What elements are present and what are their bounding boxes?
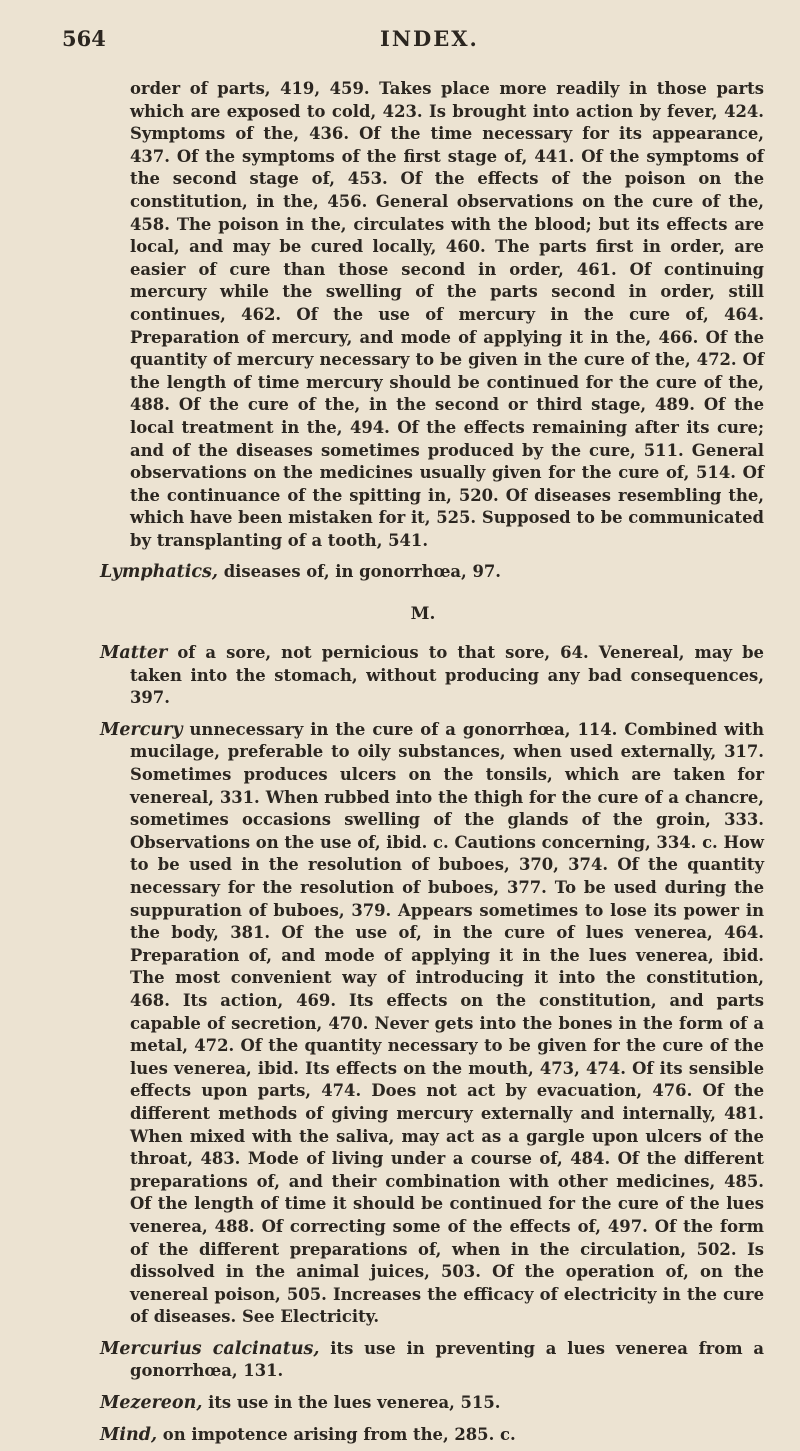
page-number: 564 [62,26,106,51]
entry-headword: Mezereon, [100,1393,203,1414]
index-entry [62,719,764,1329]
running-head: INDEX. [380,26,479,51]
index-entry [62,642,764,710]
index-entry [62,1338,764,1383]
entry-text: diseases of, in gonorrhœa, 97. [218,562,501,582]
entry-headword: Mind, [100,1424,158,1445]
entry-text: unnecessary in the cure of a gonorrhœa, 114. Combined with mucilage, preferable to oily substances, when used externally, 317. Sometimes produces ulcers on the tonsils, which are taken for venereal, 331. When rubbed into the thigh for the cure of a chancre, sometimes occasions swelling of the glands of the groin, 333. Observations on the use of, ibid. c. Cautions concerning, 334. c. How to be used in the resolution of buboes, 370, 374. Of the quantity necessary for the resolution of buboes, 377. To be used during the suppuration of buboes, 379. Appears sometimes to lose its power in the body, 381. Of the use of, in the cure of lues venerea, 464. Preparation of, and mode of applying it in the lues venerea, ibid. The most convenient way of introducing it into the constitution, 468. Its action, 469. Its effects on the constitution, and parts capable of secretion, 470. Never gets into the bones in the form of a metal, 472. Of the quantity necessary to be given for the cure of the lues venerea, ibid. Its effects on the mouth, 473, 474. Of its sensible effects upon parts, 474. Does not act by evacuation, 476. Of the different methods of giving mercury externally and internally, 481. When mixed with the saliva, may act as a gargle upon ulcers of the throat, 483. Mode of living under a course of, 484. Of the different preparations of, and their combination with other medicines, 485. Of the length of time it should be continued for the cure of the lues venerea, 488. Of correcting some of the effects of, 497. Of the form of the different preparations of, when in the circulation, 502. Is dissolved in the animal juices, 503. Of the operation of, on the venereal poison, 505. Increases the efficacy of electricity in the cure of diseases. See Electricity. [130,719,764,1327]
index-entry [62,1424,764,1447]
entry-headword: Mercurius calcinatus, [100,1338,320,1359]
entry-headword: Matter [100,643,168,664]
index-entry [62,561,764,584]
page-header [62,26,764,78]
entry-text: its use in the lues venerea, 515. [202,1393,501,1413]
entry-text: on impotence arising from the, 285. c. [157,1424,516,1444]
entry-headword: Mercury [100,719,183,740]
entry-headword: Lymphatics, [100,562,218,583]
entry-text: its use in preventing a lues venerea from a gonorrhœa, 131. [130,1338,764,1381]
entry-text: of a sore, not pernicious to that sore, 64. Venereal, may be taken into the stomach, without producing any bad consequences, 397. [130,643,764,708]
continued-entry: order of parts, 419, 459. Takes place more readily in those parts which are exposed to cold, 423. Is brought into action by fever, 424. Symptoms of the, 436. Of the time necessary for its appearance, 437. Of the symptoms of the first stage of, 441. Of the symptoms of the second stage of, 453. Of the effects of the poison on the constitution, in the, 456. General observations on the cure of the, 458. The poison in the, circulates with the blood; but its effects are local, and may be cured locally, 460. The parts first in order, are easier of cure than those second in order, 461. Of continuing mercury while the swelling of the parts second in order, still continues, 462. Of the use of mercury in the cure of, 464. Preparation of mercury, and mode of applying it in the, 466. Of the quantity of mercury necessary to be given in the cure of the, 472. Of the length of time mercury should be continued for the cure of the, 488. Of the cure of the, in the second or third stage, 489. Of the local treatment in the, 494. Of the effects remaining after its cure; and of the diseases sometimes produced by the cure, 511. General observations on the medicines usually given for the cure of, 514. Of the continuance of the spitting in, 520. Of diseases resembling the, which have been mistaken for it, 525. Supposed to be communicated by transplanting of a tooth, 541. [130,79,764,550]
section-letter: M. [410,604,436,625]
index-entry [62,1392,764,1415]
